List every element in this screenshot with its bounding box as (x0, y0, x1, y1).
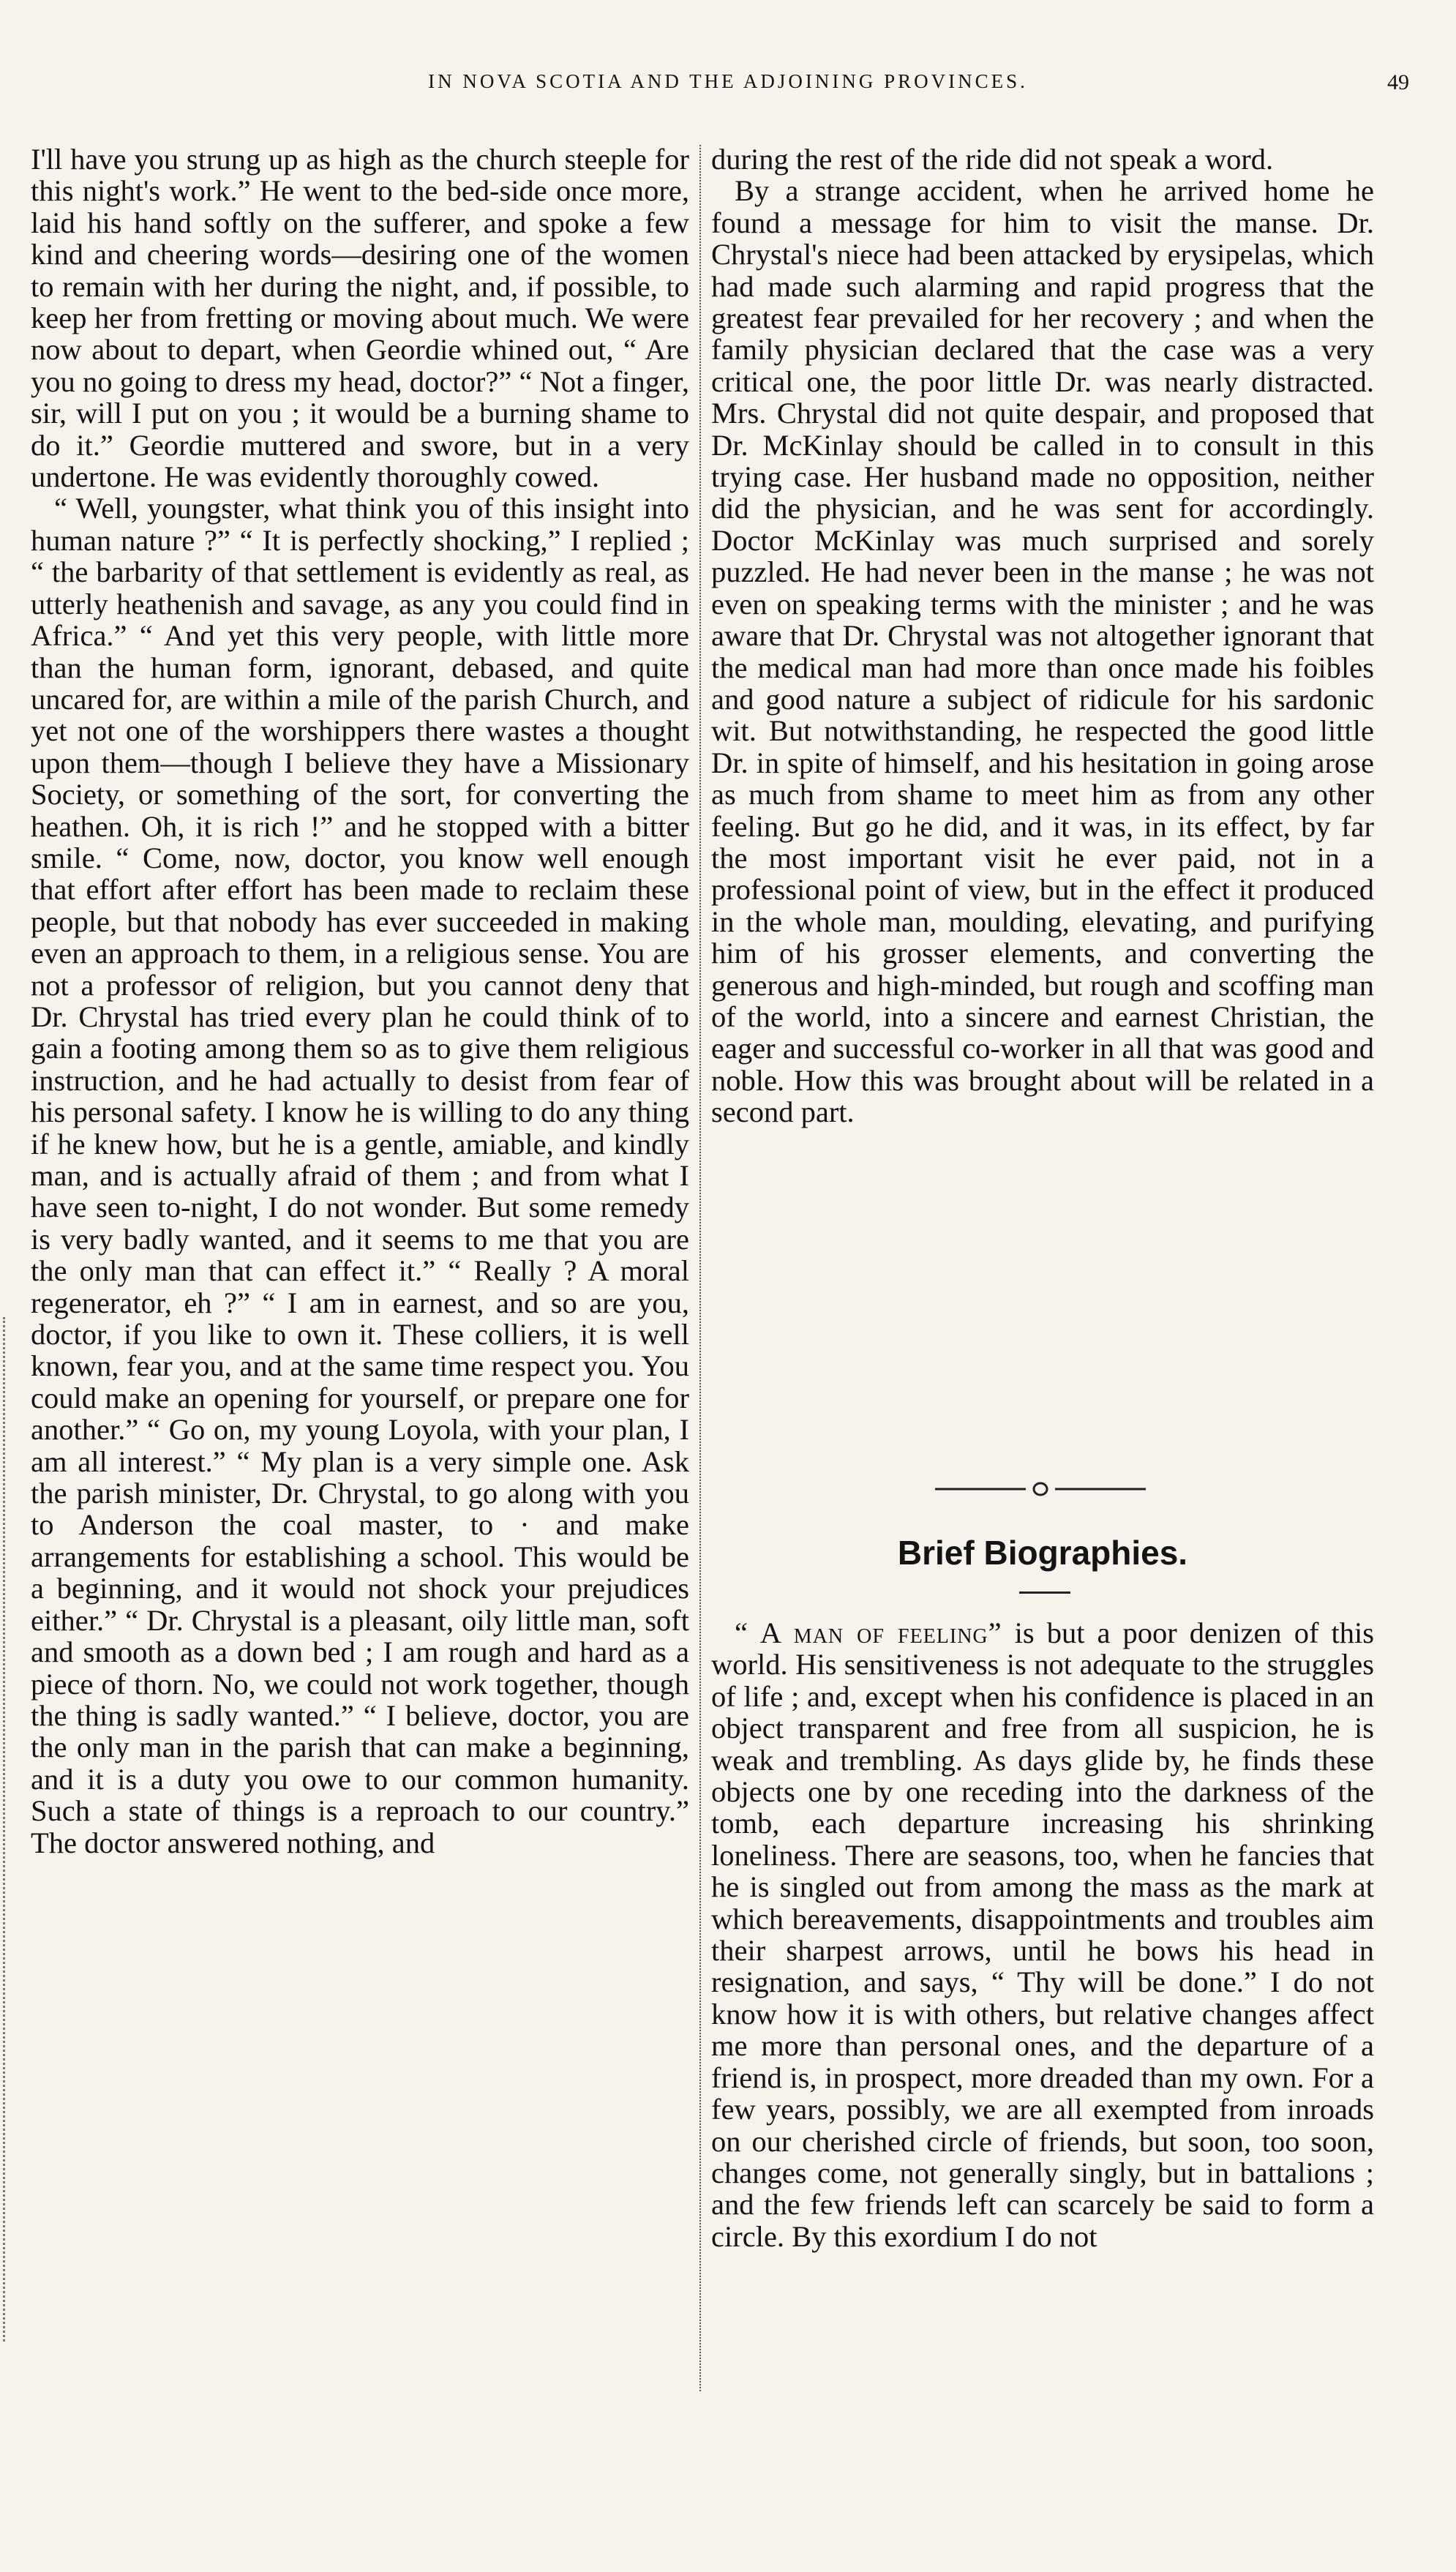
section-heading: Brief Biographies. (897, 1534, 1188, 1572)
column-divider (699, 145, 701, 2391)
left-paragraph-1: I'll have you strung up as high as the church steeple for this night's work.” He went to the bed-side once more, laid his hand softly on the sufferer, and spoke a few kind and cheering words—desiring one of the women to remain with her during the night, and, if possible, to keep her from fretting or moving about much. We were now about to depart, when Geordie whined out, “ Are you no going to dress my head, doctor?” “ Not a finger, sir, will I put on you ; it would be a burning shame to do it.” Geordie muttered and swore, but in a very undertone. He was evidently thoroughly cowed. (31, 143, 689, 494)
section-divider-ornament (935, 1480, 1146, 1498)
page-number: 49 (1387, 70, 1409, 94)
right-paragraph-1: during the rest of the ride did not speak a word. (711, 143, 1274, 176)
biography-text: is but a poor denizen of this world. His sensitiveness is not adequate to the struggles of life ; and, except when his confidence is placed in an object transparent and free from all suspicion, he is weak and trembling. As days glide by, he finds these objects one by one receding into the darkness of the tomb, each departure increasing his shrinking loneliness. There are seasons, too, when he fancies that he is singled out from among the mass as the mark at which bereavements, disappointments and troubles aim their sharpest arrows, until he bows his head in resignation, and says, “ Thy will be done.” I do not know how it is with others, but relative changes affect me more than personal ones, and the departure of a friend is, in prospect, more dreaded than my own. For a few years, possibly, we are all exempted from inroads on our cherished circle of friends, but soon, too soon, changes come, not generally singly, but in battalions ; and the few friends left can scarcely be said to form a circle. By this exordium I do not (711, 1616, 1374, 2253)
left-column (31, 143, 689, 1859)
biography-lead: “ A man of feeling” (735, 1616, 1002, 1649)
right-paragraph-2: By a strange accident, when he arrived home he found a message for him to visit the manse. Dr. Chrystal's niece had been attacked by erysipelas, which had made such alarming and rapid progress that the greatest fear prevailed for her recovery ; and when the family physician declared that the case was a very critical one, the poor little Dr. was nearly distracted. Mrs. Chrystal did not quite despair, and proposed that Dr. McKinlay should be called in to consult in this trying case. Her husband made no opposition, neither did the physician, and he was sent for accordingly. Doctor McKinlay was much surprised and sorely puzzled. He had never been in the manse ; he was not even on speaking terms with the minister ; and he was aware that Dr. Chrystal was not altogether ignorant that the medical man had more than once made his foibles and good nature a subject of ridicule for his sardonic wit. But notwithstanding, he respected the good little Dr. in spite of himself, and his hesitation in going arose as much from shame to meet him as from any other feeling. But go he did, and it was, in its effect, by far the most important visit he ever paid, not in a professional point of view, but in the effect it produced in the whole man, moulding, elevating, and purifying him of his grosser elements, and converting the generous and high-minded, but rough and scoffing man of the world, into a sincere and earnest Christian, the eager and successful co-worker in all that was good and noble. How this was brought about will be related in a second part. (711, 174, 1374, 1129)
margin-binding-marks (3, 1317, 14, 2342)
heading-underline (1019, 1591, 1070, 1594)
left-paragraph-2: “ Well, youngster, what think you of this insight into human nature ?” “ It is perfectly shocking,” I replied ; “ the barbarity of that settlement is evidently as real, as utterly heathenish and savage, as any you could find in Africa.” “ And yet this very people, with little more than the human form, ignorant, debased, and quite uncared for, are within a mile of the parish Church, and yet not one of the worshippers there wastes a thought upon them—though I believe they have a Missionary Society, or something of the sort, for converting the heathen. Oh, it is rich !” and he stopped with a bitter smile. “ Come, now, doctor, you know well enough that effort after effort has been made to reclaim these people, but that nobody has ever succeeded in making even an approach to them, in a religious sense. You are not a professor of religion, but you cannot deny that Dr. Chrystal has tried every plan he could think of to gain a footing among them so as to give them religious instruction, and he had actually to desist from fear of his personal safety. I know he is willing to do any thing if he knew how, but he is a gentle, amiable, and kindly man, and is actually afraid of them ; and from what I have seen to-night, I do not wonder. But some remedy is very badly wanted, and it seems to me that you are the only man that can effect it.” “ Really ? A moral regenerator, eh ?” “ I am in earnest, and so are you, doctor, if you like to own it. These colliers, it is well known, fear you, and at the same time respect you. You could make an opening for yourself, or prepare one for another.” “ Go on, my young Loyola, with your plan, I am all interest.” “ My plan is a very simple one. Ask the parish minister, Dr. Chrystal, to go along with you to Anderson the coal master, to · and make arrangements for establishing a school. This would be a beginning, and it would not shock your prejudices either.” “ Dr. Chrystal is a pleasant, oily little man, soft and smooth as a down bed ; I am rough and hard as a piece of thorn. No, we could not work together, though the thing is sadly wanted.” “ I believe, doctor, you are the only man in the parish that can make a beginning, and it is a duty you owe to our common humanity. Such a state of things is a reproach to our country.” The doctor answered nothing, and (31, 492, 689, 1859)
running-title: IN NOVA SCOTIA AND THE ADJOINING PROVINCES. (428, 70, 1028, 92)
right-column (711, 143, 1374, 1128)
biography-paragraph (711, 1617, 1374, 2252)
biography-column (711, 1617, 1374, 2252)
